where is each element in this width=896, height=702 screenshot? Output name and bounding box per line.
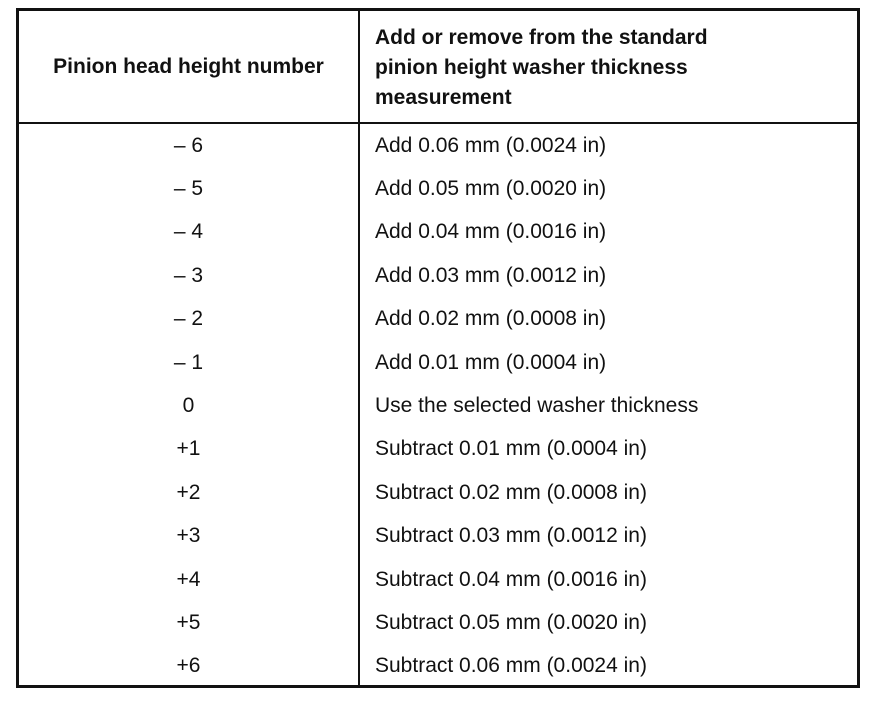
header-adjustment	[375, 23, 845, 113]
header-pinion-head-height-number: Pinion head height number	[53, 54, 324, 78]
table-row	[19, 558, 857, 601]
pinion-number-cell: 0	[182, 394, 195, 418]
pinion-number-cell: +5	[176, 610, 201, 634]
header-adjustment-line-1: Add or remove from the standard	[375, 26, 708, 49]
pinion-number-cell: – 6	[173, 133, 204, 157]
adjustment-cell: Use the selected washer thickness	[375, 394, 699, 418]
table-row	[19, 298, 857, 341]
table-row	[19, 384, 857, 427]
adjustment-cell: Subtract 0.03 mm (0.0012 in)	[375, 524, 647, 548]
adjustment-cell: Add 0.03 mm (0.0012 in)	[375, 263, 607, 287]
pinion-washer-table	[16, 8, 860, 688]
pinion-number-cell: +4	[176, 567, 201, 591]
adjustment-cell: Subtract 0.02 mm (0.0008 in)	[375, 480, 647, 504]
pinion-number-cell: – 4	[173, 220, 204, 244]
header-adjustment-line-2: pinion height washer thickness	[375, 56, 688, 79]
table-row	[19, 124, 857, 167]
adjustment-cell: Subtract 0.01 mm (0.0004 in)	[375, 437, 647, 461]
pinion-number-cell: – 5	[173, 177, 204, 201]
table-row	[19, 254, 857, 297]
table-body	[19, 124, 857, 688]
table-row	[19, 211, 857, 254]
adjustment-cell: Add 0.04 mm (0.0016 in)	[375, 220, 607, 244]
pinion-number-cell: +6	[176, 654, 201, 678]
table-row	[19, 515, 857, 558]
adjustment-cell: Subtract 0.04 mm (0.0016 in)	[375, 567, 647, 591]
table-row	[19, 167, 857, 210]
adjustment-cell: Add 0.06 mm (0.0024 in)	[375, 133, 607, 157]
pinion-number-cell: +2	[176, 480, 201, 504]
table-row	[19, 341, 857, 384]
adjustment-cell: Add 0.02 mm (0.0008 in)	[375, 307, 607, 331]
pinion-number-cell: +1	[176, 437, 201, 461]
pinion-number-cell: – 2	[173, 307, 204, 331]
table-row	[19, 428, 857, 471]
adjustment-cell: Add 0.05 mm (0.0020 in)	[375, 177, 607, 201]
table-row	[19, 645, 857, 688]
header-adjustment-line-3: measurement	[375, 86, 512, 109]
adjustment-cell: Subtract 0.06 mm (0.0024 in)	[375, 654, 647, 678]
table-row	[19, 601, 857, 644]
pinion-number-cell: – 1	[173, 350, 204, 374]
adjustment-cell: Add 0.01 mm (0.0004 in)	[375, 350, 607, 374]
pinion-number-cell: +3	[176, 524, 201, 548]
pinion-number-cell: – 3	[173, 263, 204, 287]
adjustment-cell: Subtract 0.05 mm (0.0020 in)	[375, 610, 647, 634]
table-row	[19, 471, 857, 514]
